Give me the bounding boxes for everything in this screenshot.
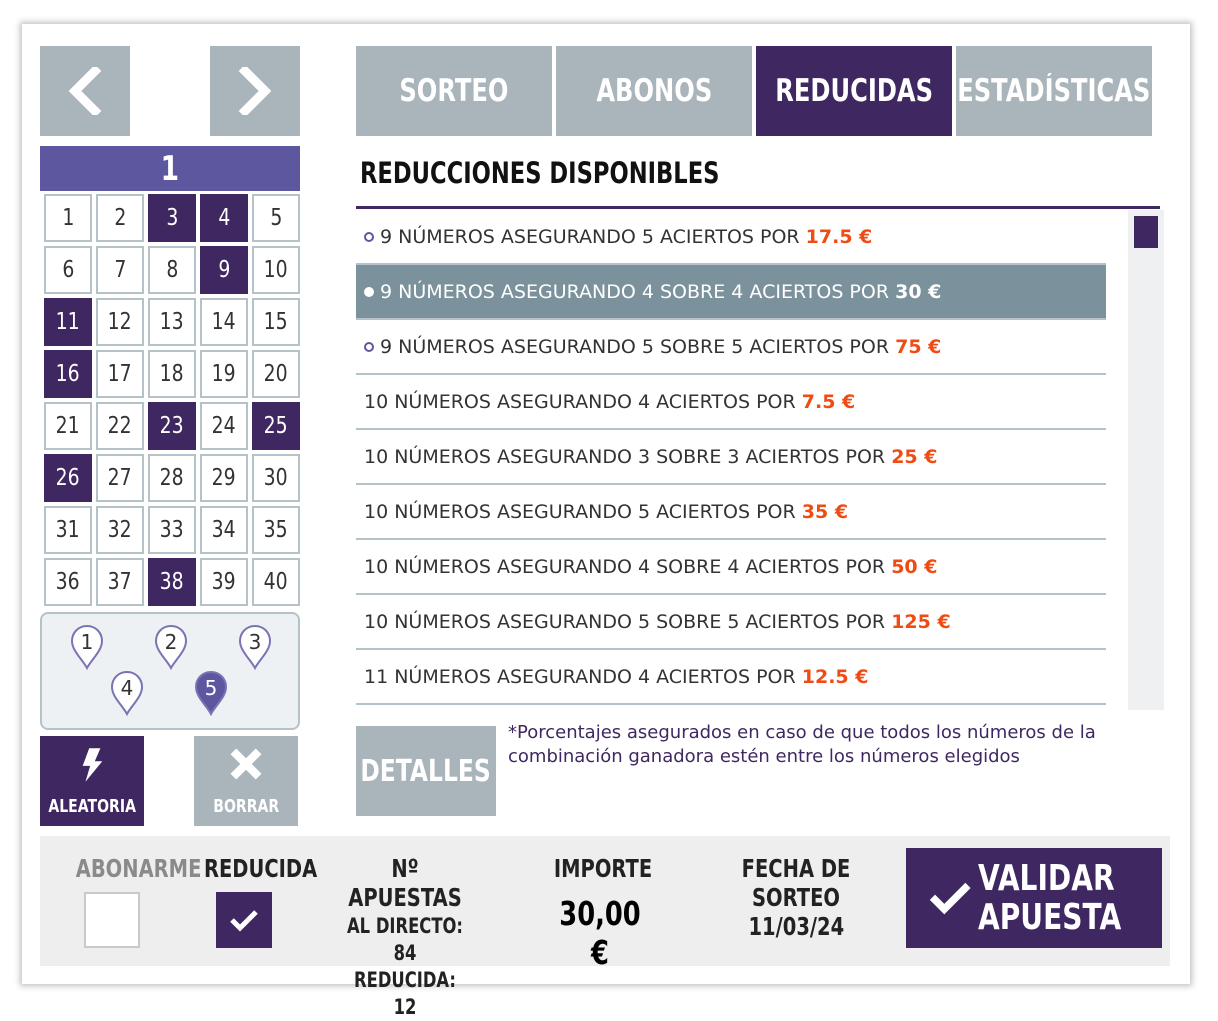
number-cell[interactable]	[200, 298, 248, 346]
number-cell-label: 14	[211, 309, 237, 335]
number-cell-label: 31	[55, 517, 81, 543]
number-cell[interactable]	[252, 194, 300, 242]
number-cell-label: 16	[55, 361, 81, 387]
star-pin-label: 2	[164, 630, 178, 654]
number-cell[interactable]	[252, 350, 300, 398]
reduction-row[interactable]	[356, 485, 1106, 540]
chevron-right-icon	[235, 67, 275, 115]
reduced-column	[188, 854, 318, 884]
tab-reducidas[interactable]	[756, 46, 952, 136]
number-cell[interactable]	[148, 558, 196, 606]
number-cell-label: 38	[159, 569, 185, 595]
number-cell[interactable]	[148, 506, 196, 554]
list-scrollbar-thumb[interactable]	[1134, 216, 1158, 248]
star-pin-label: 3	[248, 630, 262, 654]
number-cell[interactable]	[96, 402, 144, 450]
number-cell-label: 21	[55, 413, 81, 439]
tab-label: ABONOS	[596, 73, 712, 109]
number-cell[interactable]	[200, 246, 248, 294]
reduction-price: 125 €	[891, 610, 951, 633]
number-cell-label: 29	[211, 465, 237, 491]
number-cell[interactable]	[44, 298, 92, 346]
section-divider	[356, 206, 1160, 209]
section-title	[360, 156, 821, 191]
number-cell-label: 2	[113, 205, 126, 231]
number-cell[interactable]	[96, 246, 144, 294]
section-title-text: REDUCCIONES DISPONIBLES	[360, 156, 720, 190]
number-cell-label: 37	[107, 569, 133, 595]
validate-line-2: APUESTA	[978, 897, 1122, 938]
amount-value: 30,00 €	[559, 894, 641, 972]
number-cell[interactable]	[200, 558, 248, 606]
star-pin[interactable]	[238, 624, 272, 670]
reduction-row[interactable]	[356, 595, 1106, 650]
number-cell-label: 36	[55, 569, 81, 595]
draw-date-column	[696, 854, 896, 941]
reduction-text: 9 NÚMEROS ASEGURANDO 5 ACIERTOS POR	[380, 225, 806, 248]
number-cell-label: 34	[211, 517, 237, 543]
number-cell[interactable]	[44, 506, 92, 554]
number-cell-label: 18	[159, 361, 185, 387]
tab-sorteo[interactable]	[356, 46, 552, 136]
number-cell[interactable]	[96, 194, 144, 242]
number-cell-label: 3	[165, 205, 178, 231]
lightning-icon	[78, 746, 106, 784]
number-cell-label: 30	[263, 465, 289, 491]
number-cell[interactable]	[96, 454, 144, 502]
board-number: 1	[160, 148, 180, 189]
number-cell-label: 19	[211, 361, 237, 387]
number-cell-label: 11	[55, 309, 81, 335]
reduction-row[interactable]	[356, 320, 1106, 375]
star-pin[interactable]	[110, 670, 144, 716]
number-cell[interactable]	[252, 402, 300, 450]
number-cell-label: 8	[165, 257, 178, 283]
number-cell[interactable]	[96, 298, 144, 346]
check-icon	[229, 908, 259, 932]
clear-label: BORRAR	[213, 796, 279, 817]
lottery-card	[22, 24, 1190, 1019]
reduction-price: 17.5 €	[805, 225, 873, 248]
random-label: ALEATORIA	[48, 796, 136, 817]
number-cell[interactable]	[96, 350, 144, 398]
reduced-label: REDUCIDA	[203, 854, 318, 883]
number-cell[interactable]	[44, 402, 92, 450]
subscribe-label: ABONARME	[75, 854, 202, 883]
board-number-header	[40, 146, 300, 191]
number-cell-label: 1	[61, 205, 74, 231]
reduction-price: 12.5 €	[801, 665, 869, 688]
tab-abonos[interactable]	[556, 46, 752, 136]
number-cell[interactable]	[148, 454, 196, 502]
number-cell-label: 5	[269, 205, 282, 231]
reduction-text: 11 NÚMEROS ASEGURANDO 4 ACIERTOS POR	[364, 665, 802, 688]
number-cell[interactable]	[252, 246, 300, 294]
star-pin-label: 5	[204, 676, 218, 700]
list-scrollbar-track[interactable]	[1128, 210, 1164, 710]
number-cell-label: 15	[263, 309, 289, 335]
star-pin[interactable]	[154, 624, 188, 670]
number-cell[interactable]	[200, 402, 248, 450]
number-cell-label: 27	[107, 465, 133, 491]
number-cell-label: 10	[263, 257, 289, 283]
tab-label: SORTEO	[399, 73, 509, 109]
validate-bet-button[interactable]	[906, 848, 1162, 948]
number-cell-label: 28	[159, 465, 185, 491]
reduction-price: 50 €	[891, 555, 938, 578]
number-cell[interactable]	[200, 506, 248, 554]
number-cell[interactable]	[44, 246, 92, 294]
tab-estadisticas[interactable]	[956, 46, 1152, 136]
draw-date-value: 11/03/24	[748, 912, 844, 941]
number-cell-label: 32	[107, 517, 133, 543]
number-cell-label: 23	[159, 413, 185, 439]
validate-line-1: VALIDAR	[978, 858, 1115, 899]
reduction-text: 9 NÚMEROS ASEGURANDO 4 SOBRE 4 ACIERTOS POR	[380, 280, 896, 303]
number-cell[interactable]	[252, 558, 300, 606]
number-cell-label: 9	[217, 257, 230, 283]
number-cell-label: 35	[263, 517, 289, 543]
subscribe-column	[58, 854, 202, 884]
number-cell[interactable]	[148, 350, 196, 398]
reduced-checkbox[interactable]	[216, 892, 272, 948]
bets-label: Nº APUESTAS	[348, 854, 462, 912]
number-cell[interactable]	[96, 558, 144, 606]
reduction-row[interactable]	[356, 650, 1106, 705]
reduction-row[interactable]	[356, 265, 1106, 320]
number-cell[interactable]	[44, 558, 92, 606]
reduction-price: 75 €	[895, 335, 942, 358]
number-cell-label: 12	[107, 309, 133, 335]
reduction-text: 10 NÚMEROS ASEGURANDO 4 SOBRE 4 ACIERTOS POR	[364, 555, 892, 578]
bullet-icon	[364, 232, 374, 242]
number-cell[interactable]	[200, 350, 248, 398]
check-icon	[928, 873, 972, 923]
number-cell-label: 4	[217, 205, 230, 231]
close-icon	[228, 746, 264, 782]
number-cell[interactable]	[252, 298, 300, 346]
amount-column	[540, 854, 660, 972]
number-cell[interactable]	[44, 454, 92, 502]
clear-button[interactable]	[194, 736, 298, 826]
reduction-text: 9 NÚMEROS ASEGURANDO 5 SOBRE 5 ACIERTOS POR	[380, 335, 896, 358]
previous-board-button[interactable]	[40, 46, 130, 136]
number-cell-label: 6	[61, 257, 74, 283]
star-pin-label: 4	[120, 676, 134, 700]
reduction-text: 10 NÚMEROS ASEGURANDO 5 SOBRE 5 ACIERTOS POR	[364, 610, 892, 633]
number-cell-label: 7	[113, 257, 126, 283]
number-cell[interactable]	[96, 506, 144, 554]
reduction-price: 35 €	[801, 500, 849, 523]
star-picker	[40, 612, 300, 730]
star-pin[interactable]	[70, 624, 104, 670]
number-cell-label: 20	[263, 361, 289, 387]
details-button[interactable]	[356, 726, 496, 816]
number-cell[interactable]	[148, 298, 196, 346]
number-cell[interactable]	[200, 454, 248, 502]
number-cell-label: 13	[159, 309, 185, 335]
tab-label: REDUCIDAS	[775, 73, 933, 109]
amount-label: IMPORTE	[553, 854, 653, 883]
star-pin[interactable]	[194, 670, 228, 716]
number-cell-label: 24	[211, 413, 237, 439]
number-cell-label: 33	[159, 517, 185, 543]
number-cell[interactable]	[148, 194, 196, 242]
number-cell[interactable]	[44, 350, 92, 398]
chevron-left-icon	[65, 67, 105, 115]
number-grid	[44, 194, 298, 606]
bullet-icon	[364, 287, 374, 297]
subscribe-checkbox[interactable]	[84, 892, 140, 948]
reduction-row[interactable]	[356, 210, 1106, 265]
number-cell[interactable]	[252, 506, 300, 554]
number-cell-label: 39	[211, 569, 237, 595]
star-pin-label: 1	[80, 630, 94, 654]
reduction-row[interactable]	[356, 430, 1106, 485]
number-cell[interactable]	[148, 246, 196, 294]
next-board-button[interactable]	[210, 46, 300, 136]
number-cell-label: 26	[55, 465, 81, 491]
reduction-text: 10 NÚMEROS ASEGURANDO 3 SOBRE 3 ACIERTOS POR	[364, 445, 892, 468]
number-cell-label: 22	[107, 413, 133, 439]
bets-reduced: REDUCIDA: 12	[354, 968, 456, 1019]
number-cell-label: 25	[263, 413, 289, 439]
disclaimer-note: *Porcentajes asegurados en caso de que todos los números de la combinación ganadora estén entre los números elegidos	[508, 722, 1096, 767]
bullet-icon	[364, 342, 374, 352]
reduction-text: 10 NÚMEROS ASEGURANDO 5 ACIERTOS POR	[364, 500, 802, 523]
reduction-price: 25 €	[891, 445, 938, 468]
random-button[interactable]	[40, 736, 144, 826]
number-cell-label: 17	[107, 361, 133, 387]
bets-direct: AL DIRECTO: 84	[346, 914, 463, 965]
number-cell[interactable]	[148, 402, 196, 450]
bets-column	[330, 854, 480, 1021]
reduction-price: 30 €	[895, 280, 942, 303]
number-cell[interactable]	[44, 194, 92, 242]
details-label: DETALLES	[360, 753, 492, 789]
reduction-row[interactable]	[356, 540, 1106, 595]
number-cell[interactable]	[200, 194, 248, 242]
number-cell-label: 40	[263, 569, 289, 595]
number-cell[interactable]	[252, 454, 300, 502]
reduction-price: 7.5 €	[801, 390, 856, 413]
tab-label: ESTADÍSTICAS	[957, 73, 1151, 109]
reduction-row[interactable]	[356, 375, 1106, 430]
draw-date-label: FECHA DE SORTEO	[741, 854, 851, 912]
reduction-text: 10 NÚMEROS ASEGURANDO 4 ACIERTOS POR	[364, 390, 802, 413]
